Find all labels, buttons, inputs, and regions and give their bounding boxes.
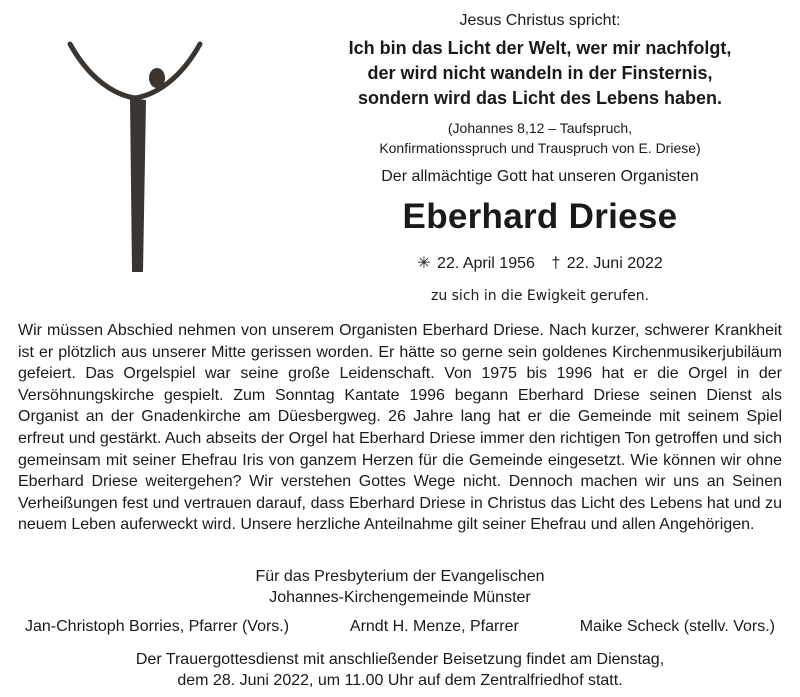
announcement: Der allmächtige Gott hat unseren Organisten [381, 168, 699, 185]
reference-line: (Johannes 8,12 – Taufspruch, [447, 120, 633, 136]
birth-star-icon: ✳ [417, 255, 431, 272]
signer: Arndt H. Menze, Pfarrer [349, 618, 519, 635]
bible-verse [260, 36, 800, 111]
reference-line: Konfirmationsspruch und Trauspruch von E. Driese) [379, 140, 701, 156]
crucifix-figure-icon [60, 40, 210, 272]
presbytery-signature: Für das Presbyterium der Evangelischen Johannes-Kirchengemeinde Münster [255, 568, 545, 606]
signers-row [25, 618, 775, 636]
verse-line: sondern wird das Licht des Lebens haben. [357, 88, 723, 108]
called-home-line: zu sich in die Ewigkeit gerufen. [430, 288, 650, 304]
obituary-text: Wir müssen Abschied nehmen von unserem Organisten Eberhard Driese. Nach kurzer, schwerer Krankheit ist er plötzlich aus unserer Mitte gerissen worden. Er hätte so gerne sein goldenes Kirchenmusikerjubiläum gefeiert. Das Orgelspiel war seine große Leidenschaft. Von 1975 bis 1996 hat er die Orgel in der Versöhnungskirche gespielt. Zum Sonntag Kantate 1996 begann Eberhard Driese seinen Dienst als Organist an der Gnadenkirche am Düesbergweg. 26 Jahre lang hat er die Gemeinde mit seinem Spiel erfreut und gestärkt. Auch abseits der Orgel hat Eberhard Driese immer den richtigen Ton getroffen und sich gemeinsam mit seiner Ehefrau Iris von ganzem Herzen für die Gemeinde eingesetzt. Wie können wir ohne Eberhard Driese weitergehen? Wir verstehen Gottes Wege nicht. Dennoch machen wir uns an Seinen Verheißungen fest und vertrauen darauf, dass Eberhard Driese in Christus das Licht des Lebens hat und zu neuem Leben auferweckt wird. Unsere herzliche Anteilnahme gilt seiner Ehefrau und allen Angehörigen. [18, 322, 782, 534]
deceased-name: Eberhard Driese [402, 197, 678, 236]
signer: Maike Scheck (stellv. Vors.) [579, 618, 775, 635]
verse-line: der wird nicht wandeln in der Finsternis, [367, 63, 713, 83]
death-cross-icon: † [551, 255, 561, 272]
verse-line: Ich bin das Licht der Welt, wer mir nachfolgt, [348, 38, 732, 58]
signer: Jan-Christoph Borries, Pfarrer (Vors.) [25, 618, 290, 635]
life-dates [260, 253, 800, 273]
birth-date: ✳ 22. April 1956 [417, 255, 535, 272]
funeral-notice: Der Trauergottesdienst mit anschließender Beisetzung findet am Dienstag, dem 28. Juni 2022, um 11.00 Uhr auf dem Zentralfriedhof statt. [135, 651, 665, 689]
death-date: † 22. Juni 2022 [551, 255, 663, 272]
verse-reference [260, 118, 800, 158]
motto-intro: Jesus Christus spricht: [459, 12, 621, 29]
